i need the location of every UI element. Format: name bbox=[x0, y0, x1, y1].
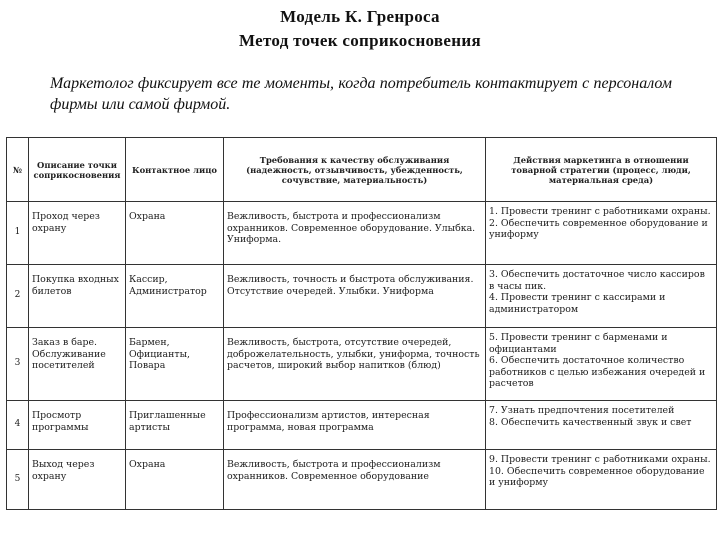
action-item: 2. Обеспечить современное оборудование и униформу bbox=[489, 217, 708, 240]
slide-title: Модель К. Гренроса bbox=[280, 7, 440, 26]
requirements-cell: Вежливость, быстрота и профессионализм охранников. Современное оборудование bbox=[224, 450, 486, 510]
requirements-cell: Вежливость, быстрота, отсутствие очередей, доброжелательность, улыбки, униформа, точность расчетов, широкий выбор напитков (блюд) bbox=[224, 328, 486, 401]
contact-cell: Охрана bbox=[126, 202, 224, 265]
action-item: 4. Провести тренинг с кассирами и администратором bbox=[489, 292, 666, 315]
action-item: 9. Провести тренинг с работниками охраны. bbox=[489, 454, 711, 465]
row-number: 1 bbox=[7, 202, 29, 265]
slide-subtitle: Метод точек соприкосновения bbox=[239, 31, 481, 50]
table-row bbox=[7, 328, 717, 401]
requirements-cell: Вежливость, быстрота и профессионализм охранников. Современное оборудование. Улыбка. Униформа. bbox=[224, 202, 486, 265]
touchpoint-cell: Проход через охрану bbox=[29, 202, 126, 265]
action-item: 5. Провести тренинг с барменами и официантами bbox=[489, 332, 668, 355]
action-item: 7. Узнать предпочтения посетителей bbox=[489, 405, 675, 416]
requirements-cell: Профессионализм артистов, интересная программа, новая программа bbox=[224, 401, 486, 450]
action-item: 1. Провести тренинг с работниками охраны. bbox=[489, 206, 711, 217]
header-num: № bbox=[7, 138, 29, 202]
touchpoint-cell: Покупка входных билетов bbox=[29, 265, 126, 328]
touchpoint-cell: Выход через охрану bbox=[29, 450, 126, 510]
action-item: 8. Обеспечить качественный звук и свет bbox=[489, 416, 692, 428]
table-row bbox=[7, 202, 717, 265]
header-touchpoint: Описание точки соприкосновения bbox=[29, 138, 126, 202]
requirements-cell: Вежливость, точность и быстрота обслуживания. Отсутствие очередей. Улыбки. Униформа bbox=[224, 265, 486, 328]
actions-cell bbox=[486, 265, 717, 328]
header-contact: Контактное лицо bbox=[126, 138, 224, 202]
touchpoints-table bbox=[6, 137, 717, 510]
table-row bbox=[7, 450, 717, 510]
action-item: 10. Обеспечить современное оборудование и униформу bbox=[489, 465, 705, 488]
row-number: 5 bbox=[7, 450, 29, 510]
touchpoint-cell: Просмотр программы bbox=[29, 401, 126, 450]
table-header-row bbox=[7, 138, 717, 202]
intro-paragraph: Маркетолог фиксирует все те моменты, когда потребитель контактирует с персоналом фирмы или самой фирмой. bbox=[50, 75, 672, 113]
touchpoint-cell: Заказ в баре. Обслуживание посетителей bbox=[29, 328, 126, 401]
actions-cell bbox=[486, 328, 717, 401]
row-number: 4 bbox=[7, 401, 29, 450]
contact-cell: Приглашенные артисты bbox=[126, 401, 224, 450]
actions-cell bbox=[486, 202, 717, 265]
row-number: 3 bbox=[7, 328, 29, 401]
row-number: 2 bbox=[7, 265, 29, 328]
contact-cell: Кассир, Администратор bbox=[126, 265, 224, 328]
table-row bbox=[7, 265, 717, 328]
action-item: 3. Обеспечить достаточное число кассиров в часы пик. bbox=[489, 269, 705, 292]
action-item: 6. Обеспечить достаточное количество работников с целью избежания очередей и расчетов bbox=[489, 355, 706, 389]
actions-cell bbox=[486, 401, 717, 450]
table-row bbox=[7, 401, 717, 450]
contact-cell: Охрана bbox=[126, 450, 224, 510]
actions-cell bbox=[486, 450, 717, 510]
header-actions: Действия маркетинга в отношении товарной стратегии (процесс, люди, материальная среда) bbox=[486, 138, 717, 202]
contact-cell: Бармен, Официанты, Повара bbox=[126, 328, 224, 401]
header-requirements: Требования к качеству обслуживания (надежность, отзывчивость, убежденность, сочувствие, материальность) bbox=[224, 138, 486, 202]
